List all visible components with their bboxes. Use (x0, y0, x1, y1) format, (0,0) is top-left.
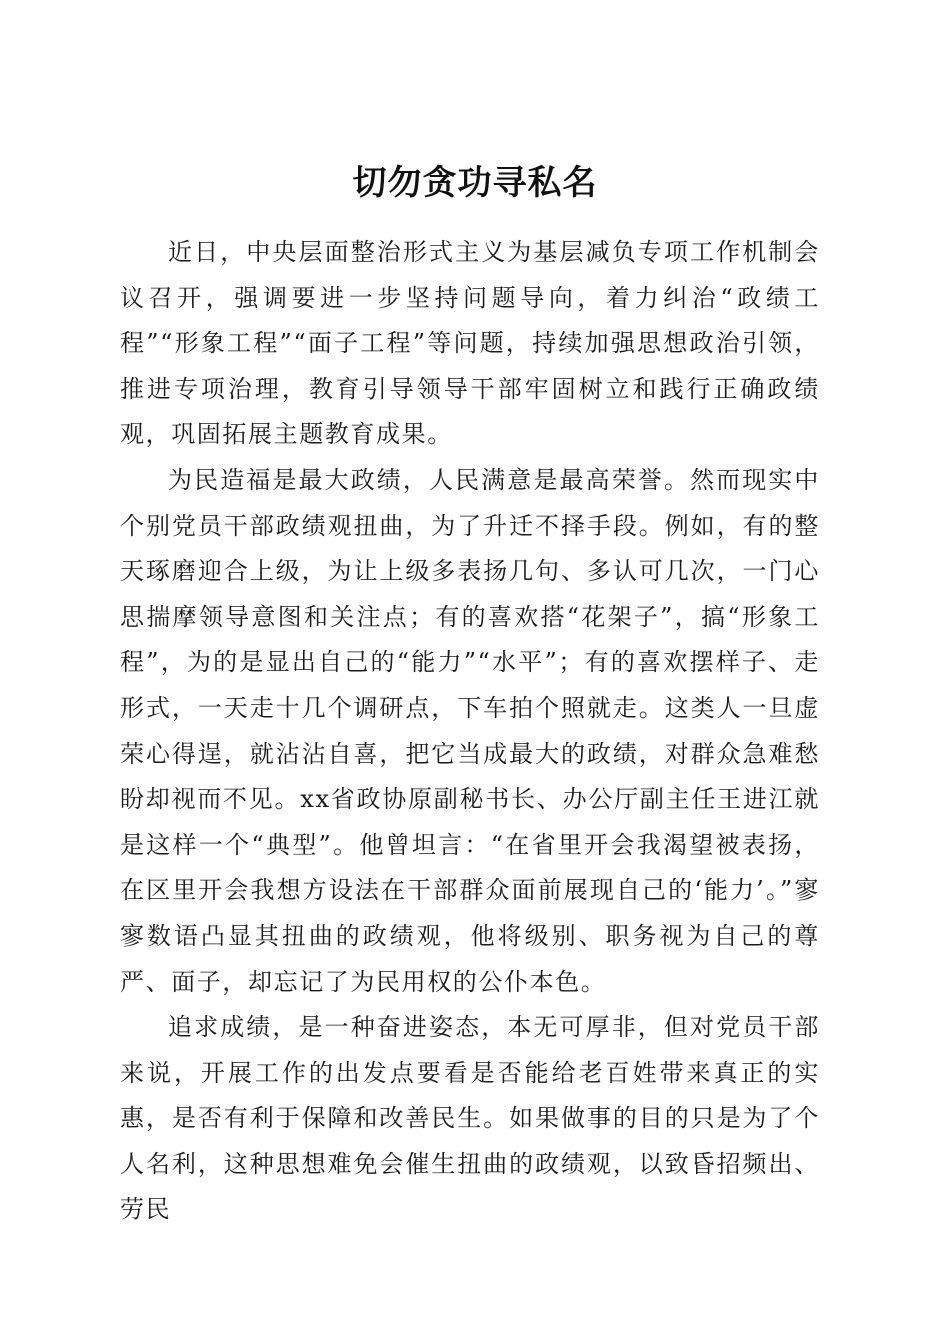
document-title: 切勿贪功寻私名 (352, 162, 598, 203)
paragraph: 近日，中央层面整治形式主义为基层减负专项工作机制会议召开，强调要进一步坚持问题导向，着力纠治“政绩工程”“形象工程”“面子工程”等问题，持续加强思想政治引领，推进专项治理，教育引导领导干部牢固树立和践行正确政绩观，巩固拓展主题教育成果。 (120, 238, 820, 449)
paragraph: 为民造福是最大政绩，人民满意是最高荣誉。然而现实中个别党员干部政绩观扭曲，为了升迁不择手段。例如，有的整天琢磨迎合上级，为让上级多表扬几句、多认可几次，一门心思揣摩领导意图和关注点；有的喜欢搭“花架子”，搞“形象工程”，为的是显出自己的“能力”“水平”；有的喜欢摆样子、走形式，一天走十几个调研点，下车拍个照就走。这类人一旦虚荣心得逞，就沾沾自喜，把它当成最大的政绩，对群众急难愁盼却视而不见。xx省政协原副秘书长、办公厅副主任王进江就是这样一个“典型”。他曾坦言：“在省里开会我渴望被表扬，在区里开会我想方设法在干部群众面前展现自己的‘能力’。”寥寥数语凸显其扭曲的政绩观，他将级别、职务视为自己的尊严、面子，却忘记了为民用权的公仆本色。 (120, 465, 820, 996)
paragraph: 追求成绩，是一种奋进姿态，本无可厚非，但对党员干部来说，开展工作的出发点要看是否能给老百姓带来真正的实惠，是否有利于保障和改善民生。如果做事的目的只是为了个人名利，这种思想难免会催生扭曲的政绩观，以致昏招频出、劳民 (120, 1013, 820, 1224)
document-body (120, 230, 820, 1233)
